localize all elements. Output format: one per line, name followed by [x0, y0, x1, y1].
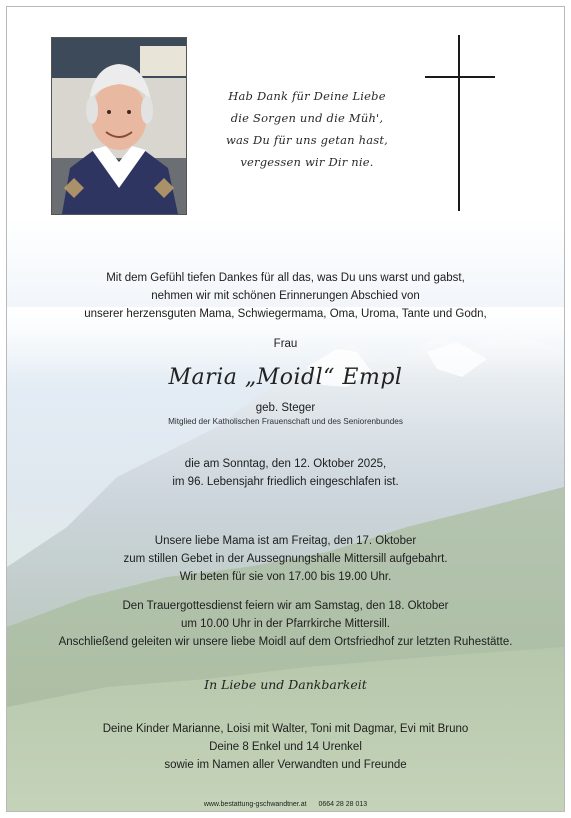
viewing-line: Wir beten für sie von 17.00 bis 19.00 Uhr.	[179, 571, 392, 583]
funeral-line: um 10.00 Uhr in der Pfarrkirche Mittersill.	[181, 618, 390, 630]
intro-text	[7, 269, 564, 323]
death-line: im 96. Lebensjahr friedlich eingeschlafen ist.	[172, 476, 399, 488]
poem-line: vergessen wir Dir nie.	[240, 155, 374, 169]
salutation: Frau	[273, 338, 298, 350]
funeral-line: Anschließend geleiten wir unsere liebe Moidl auf dem Ortsfriedhof zur letzten Ruhestätte.	[58, 636, 513, 648]
closing-phrase: In Liebe und Dankbarkeit	[204, 677, 367, 692]
cross-icon	[425, 35, 495, 211]
obituary-card	[6, 6, 565, 812]
footer-phone: 0664 28 28 013	[318, 801, 368, 808]
poem-line: die Sorgen und die Müh',	[230, 111, 384, 125]
intro-line: nehmen wir mit schönen Erinnerungen Abschied von	[151, 290, 420, 302]
deceased-name: Maria „Moidl“ Empl	[168, 365, 403, 390]
poem-line: was Du für uns getan hast,	[225, 133, 389, 147]
intro-line: Mit dem Gefühl tiefen Dankes für all das, was Du uns warst und gabst,	[106, 272, 465, 284]
funeral-info	[7, 597, 564, 651]
footer-website: www.bestattung-gschwandtner.at	[203, 801, 307, 808]
family-line: Deine Kinder Marianne, Loisi mit Walter, Toni mit Dagmar, Evi mit Bruno	[102, 723, 469, 735]
family-line: Deine 8 Enkel und 14 Urenkel	[209, 741, 362, 753]
funeral-line: Den Trauergottesdienst feiern wir am Samstag, den 18. Oktober	[122, 600, 449, 612]
death-notice	[7, 455, 564, 491]
membership-note: Mitglied der Katholischen Frauenschaft und des Seniorenbundes	[168, 417, 403, 426]
footer	[7, 801, 564, 808]
viewing-line: Unsere liebe Mama ist am Freitag, den 17. Oktober	[154, 535, 417, 547]
family-line: sowie im Namen aller Verwandten und Freunde	[164, 759, 407, 771]
intro-line: unserer herzensguten Mama, Schwiegermama, Oma, Uroma, Tante und Godn,	[84, 308, 487, 320]
portrait-photo	[51, 37, 187, 215]
poem-line: Hab Dank für Deine Liebe	[228, 89, 386, 103]
death-line: die am Sonntag, den 12. Oktober 2025,	[184, 458, 387, 470]
viewing-line: zum stillen Gebet in der Aussegnungshalle Mittersill aufgebahrt.	[123, 553, 448, 565]
family-signatures	[7, 720, 564, 774]
memorial-poem	[197, 85, 417, 173]
maiden-name: geb. Steger	[255, 402, 316, 414]
viewing-info	[7, 532, 564, 586]
